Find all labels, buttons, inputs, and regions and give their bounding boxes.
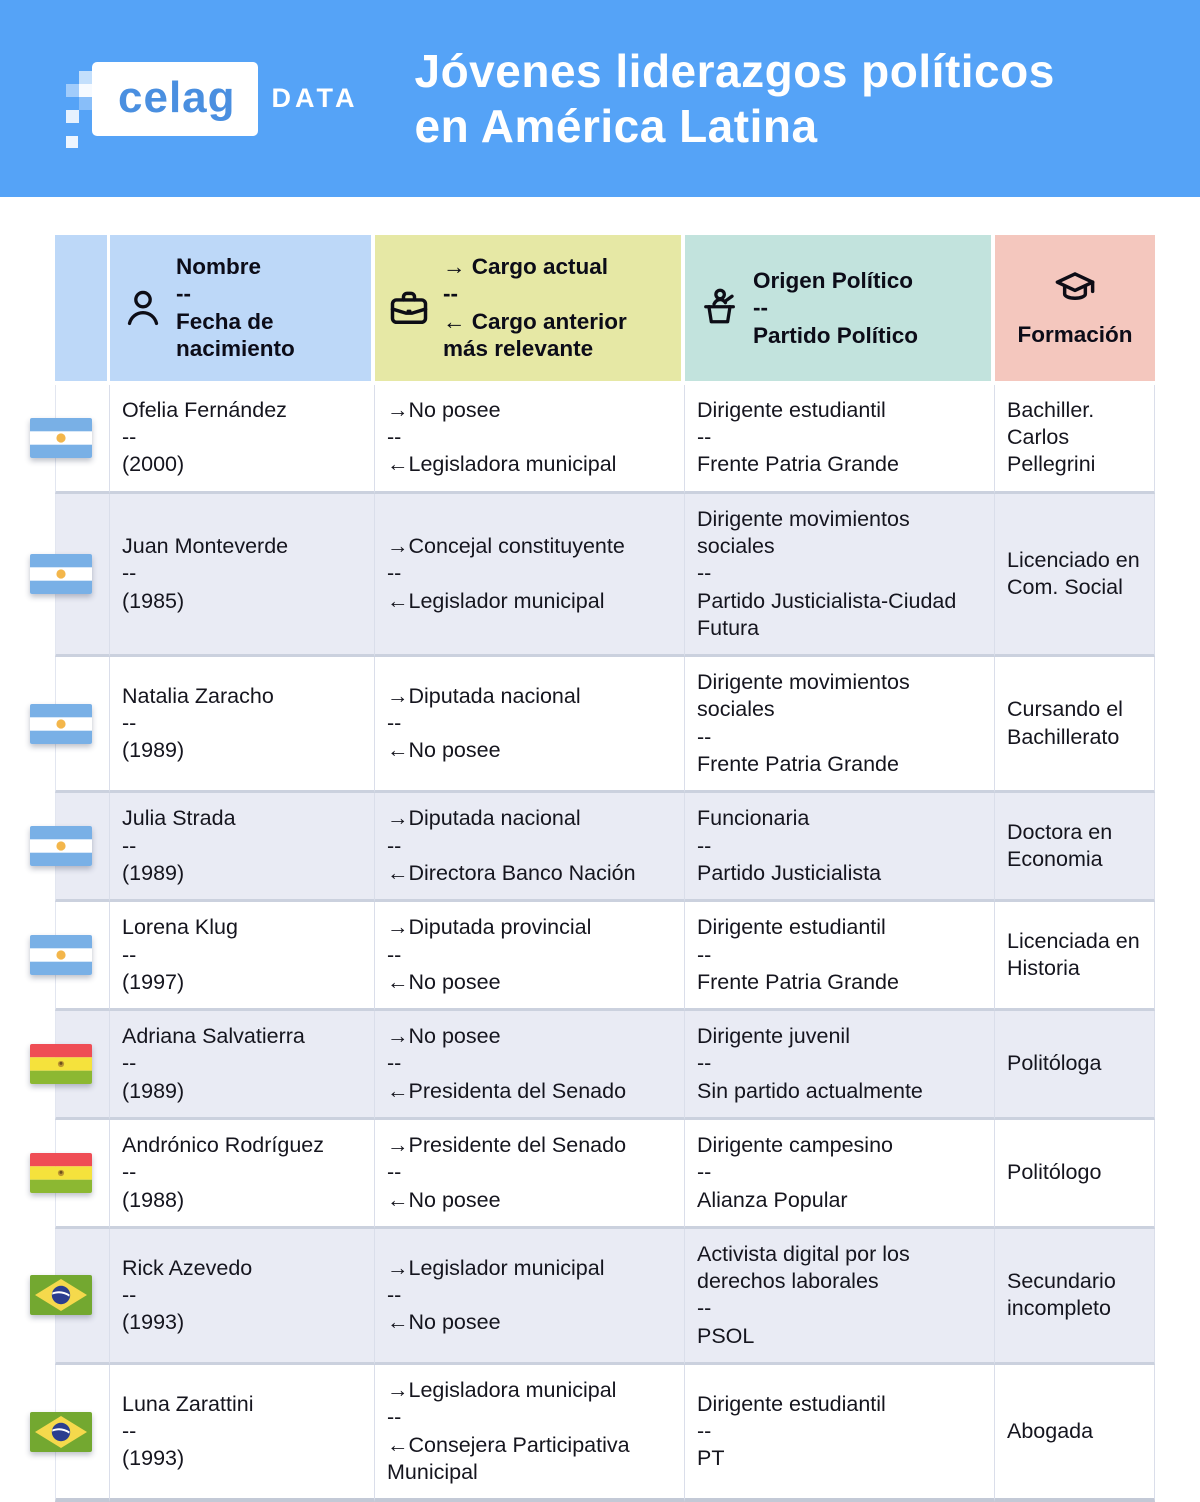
cargo-line: →Diputada provincial	[387, 915, 592, 940]
name-birth-line: (1989)	[122, 1078, 185, 1103]
origen-partido-cell	[685, 385, 995, 494]
table-row	[55, 1011, 1155, 1120]
name-birth-cell	[110, 1120, 375, 1229]
formacion-text: Abogada	[1007, 1419, 1094, 1443]
formacion-cell	[995, 1365, 1155, 1502]
briefcase-icon	[387, 286, 431, 330]
origen-partido-cell	[685, 902, 995, 1011]
cargo-line: →Diputada nacional	[387, 806, 581, 831]
bolivia-flag-icon	[30, 1044, 92, 1084]
cargo-line: --	[387, 561, 402, 586]
cargo-line: --	[387, 833, 402, 858]
table-row	[55, 494, 1155, 657]
header-line: Formación	[1017, 322, 1133, 348]
brazil-flag-icon	[30, 1275, 92, 1315]
origen-line: Frente Patria Grande	[697, 452, 899, 477]
flag-cell	[55, 902, 110, 1011]
name-birth-cell	[110, 1229, 375, 1365]
name-birth-cell	[110, 793, 375, 902]
cargo-cell	[375, 1120, 685, 1229]
table-row	[55, 902, 1155, 1011]
name-birth-line: (1985)	[122, 588, 185, 613]
header-line: Fecha de nacimiento	[176, 308, 295, 362]
cargo-line: ←Presidenta del Senado	[387, 1078, 627, 1103]
name-birth-line: --	[122, 1160, 137, 1185]
name-birth-line: (2000)	[122, 452, 185, 477]
origen-line: Partido Justicialista-Ciudad Futura	[697, 588, 957, 640]
origen-line: Alianza Popular	[697, 1187, 848, 1212]
cargo-line: ←Legisladora municipal	[387, 452, 617, 477]
formacion-text: Bachiller. Carlos Pellegrini	[1007, 397, 1096, 477]
name-birth-line: (1988)	[122, 1187, 185, 1212]
name-birth-line: --	[122, 1051, 137, 1076]
brazil-flag-icon	[30, 1412, 92, 1452]
podium-speaker-icon	[697, 286, 741, 330]
table-header-row	[55, 235, 1155, 385]
header-line: ← Cargo anterior más relevante	[443, 308, 627, 362]
formacion-cell	[995, 902, 1155, 1011]
logo-box	[92, 62, 258, 136]
origen-line: Dirigente estudiantil	[697, 915, 886, 940]
name-birth-line: Rick Azevedo	[122, 1255, 253, 1280]
table-row	[55, 385, 1155, 494]
header-line: → Cargo actual	[443, 254, 609, 279]
cargo-line: ←No posee	[387, 738, 501, 763]
origen-partido-cell	[685, 793, 995, 902]
logo-pixel-square	[79, 71, 92, 84]
argentina-flag-icon	[30, 554, 92, 594]
flag-column-header	[55, 235, 110, 385]
logo-pixel-square	[79, 97, 92, 110]
cargo-cell	[375, 1365, 685, 1502]
flag-cell	[55, 1011, 110, 1120]
cargo-cell	[375, 793, 685, 902]
origen-column-header	[685, 235, 995, 385]
formacion-column-header	[995, 235, 1155, 385]
cargo-line: ←Consejera Participativa Municipal	[387, 1432, 630, 1484]
flag-cell	[55, 494, 110, 657]
name-birth-line: --	[122, 942, 137, 967]
cargo-cell	[375, 1229, 685, 1365]
header-line: Origen Político	[753, 267, 914, 293]
name-birth-cell	[110, 1011, 375, 1120]
cargo-line: →Presidente del Senado	[387, 1132, 627, 1157]
logo-pixel-square	[66, 84, 79, 97]
origen-line: Sin partido actualmente	[697, 1078, 923, 1103]
formacion-cell	[995, 793, 1155, 902]
name-birth-line: --	[122, 833, 137, 858]
flag-cell	[55, 793, 110, 902]
bolivia-flag-icon	[30, 1153, 92, 1193]
name-birth-line: (1989)	[122, 738, 185, 763]
origen-line: PSOL	[697, 1323, 755, 1348]
cargo-line: ←Legislador municipal	[387, 588, 605, 613]
header-line: Nombre	[176, 254, 262, 279]
origen-line: --	[697, 833, 712, 858]
flag-cell	[55, 657, 110, 793]
formacion-cell	[995, 385, 1155, 494]
name-birth-line: Adriana Salvatierra	[122, 1024, 305, 1049]
cargo-line: --	[387, 1160, 402, 1185]
page-title-line1: Jóvenes liderazgos políticos	[414, 45, 1055, 98]
table-body	[55, 385, 1155, 1502]
cargo-column-header	[375, 235, 685, 385]
header-line: Partido Político	[753, 322, 919, 348]
person-icon	[122, 287, 164, 329]
argentina-flag-icon	[30, 935, 92, 975]
origen-partido-cell	[685, 1011, 995, 1120]
table-row	[55, 793, 1155, 902]
name-birth-cell	[110, 657, 375, 793]
name-birth-line: --	[122, 1419, 137, 1443]
formacion-cell	[995, 1011, 1155, 1120]
name-birth-line: Lorena Klug	[122, 915, 238, 940]
name-birth-line: (1997)	[122, 969, 185, 994]
name-birth-line: Ofelia Fernández	[122, 397, 287, 422]
argentina-flag-icon	[30, 704, 92, 744]
name-birth-line: Julia Strada	[122, 806, 236, 831]
cargo-cell	[375, 1011, 685, 1120]
formacion-text: Secundario incompleto	[1007, 1269, 1116, 1321]
formacion-text: Cursando el Bachillerato	[1007, 697, 1123, 749]
name-birth-cell	[110, 385, 375, 494]
name-birth-line: --	[122, 425, 137, 450]
leaders-table-wrap	[55, 235, 1155, 1502]
origen-line: Dirigente campesino	[697, 1132, 893, 1157]
origen-line: Activista digital por los derechos laborales	[697, 1241, 910, 1294]
flag-cell	[55, 1120, 110, 1229]
origen-partido-cell	[685, 1229, 995, 1365]
graduation-cap-icon	[1052, 267, 1098, 313]
origen-partido-cell	[685, 1120, 995, 1229]
origen-line: Partido Justicialista	[697, 860, 882, 885]
cargo-line: --	[387, 425, 402, 450]
formacion-cell	[995, 657, 1155, 793]
origen-line: Dirigente juvenil	[697, 1024, 850, 1049]
formacion-text: Licenciada en Historia	[1007, 928, 1140, 981]
name-birth-cell	[110, 494, 375, 657]
cargo-line: --	[387, 1405, 402, 1430]
origen-line: --	[697, 1051, 712, 1076]
origen-line: --	[697, 561, 712, 586]
page-title	[415, 44, 1055, 153]
cargo-cell	[375, 494, 685, 657]
table-row	[55, 1120, 1155, 1229]
header-line: --	[753, 295, 768, 321]
logo-pixel-square	[79, 84, 92, 97]
flag-cell	[55, 1365, 110, 1502]
origen-line: Dirigente movimientos sociales	[697, 670, 910, 722]
formacion-text: Politólogo	[1007, 1160, 1102, 1185]
origen-line: Dirigente estudiantil	[697, 1391, 886, 1416]
name-birth-line: Luna Zarattini	[122, 1391, 254, 1416]
cargo-cell	[375, 902, 685, 1011]
name-birth-line: --	[122, 711, 137, 736]
origen-partido-cell	[685, 494, 995, 657]
logo-pixel-square	[66, 136, 78, 148]
table-row	[55, 657, 1155, 793]
flag-cell	[55, 1229, 110, 1365]
name-birth-line: --	[122, 561, 137, 586]
origen-line: --	[697, 942, 712, 967]
origen-line: Funcionaria	[697, 806, 810, 831]
cargo-line: --	[387, 1051, 402, 1076]
cargo-line: ←No posee	[387, 1310, 501, 1335]
page-title-line2: en América Latina	[414, 99, 818, 152]
cargo-line: ←Directora Banco Nación	[387, 860, 636, 885]
cargo-line: ←No posee	[387, 1187, 501, 1212]
origen-line: --	[697, 425, 712, 450]
formacion-cell	[995, 1120, 1155, 1229]
table-row	[55, 1365, 1155, 1502]
header-line: --	[176, 281, 191, 307]
origen-line: --	[697, 1296, 712, 1321]
celag-logo	[92, 62, 359, 136]
cargo-line: →Diputada nacional	[387, 683, 581, 708]
table-row	[55, 1229, 1155, 1365]
name-birth-line: Juan Monteverde	[122, 533, 289, 558]
cargo-line: →No posee	[387, 397, 501, 422]
brand-name: celag	[118, 72, 236, 122]
brand-suffix: DATA	[271, 83, 359, 113]
cargo-line: →No posee	[387, 1024, 501, 1049]
name-birth-cell	[110, 1365, 375, 1502]
cargo-line: →Concejal constituyente	[387, 533, 625, 558]
cargo-cell	[375, 385, 685, 494]
name-birth-line: (1993)	[122, 1310, 185, 1335]
cargo-cell	[375, 657, 685, 793]
nombre-column-header	[110, 235, 375, 385]
flag-cell	[55, 385, 110, 494]
cargo-line: --	[387, 942, 402, 967]
name-birth-cell	[110, 902, 375, 1011]
top-banner	[0, 0, 1200, 197]
origen-line: --	[697, 1160, 712, 1185]
origen-line: Dirigente movimientos sociales	[697, 506, 910, 558]
name-birth-line: Andrónico Rodríguez	[122, 1132, 324, 1157]
origen-line: Dirigente estudiantil	[697, 397, 886, 422]
formacion-cell	[995, 494, 1155, 657]
cargo-line: --	[387, 1282, 402, 1307]
formacion-text: Doctora en Economia	[1007, 819, 1113, 872]
argentina-flag-icon	[30, 418, 92, 458]
origen-partido-cell	[685, 657, 995, 793]
origen-line: PT	[697, 1446, 725, 1471]
argentina-flag-icon	[30, 826, 92, 866]
leaders-table	[55, 235, 1155, 1502]
name-birth-line: (1989)	[122, 860, 185, 885]
cargo-line: →Legisladora municipal	[387, 1378, 617, 1403]
header-line: --	[443, 281, 458, 307]
name-birth-line: Natalia Zaracho	[122, 683, 274, 708]
origen-line: Frente Patria Grande	[697, 969, 899, 994]
cargo-line: ←No posee	[387, 969, 501, 994]
origen-line: Frente Patria Grande	[697, 752, 899, 777]
name-birth-line: (1993)	[122, 1446, 185, 1471]
cargo-line: →Legislador municipal	[387, 1255, 605, 1280]
formacion-cell	[995, 1229, 1155, 1365]
origen-line: --	[697, 1419, 712, 1443]
origen-line: --	[697, 724, 712, 749]
formacion-text: Licenciado en Com. Social	[1007, 547, 1140, 599]
logo-pixel-square	[66, 110, 79, 123]
name-birth-line: --	[122, 1282, 137, 1307]
formacion-text: Politóloga	[1007, 1051, 1102, 1076]
origen-partido-cell	[685, 1365, 995, 1502]
cargo-line: --	[387, 711, 402, 736]
